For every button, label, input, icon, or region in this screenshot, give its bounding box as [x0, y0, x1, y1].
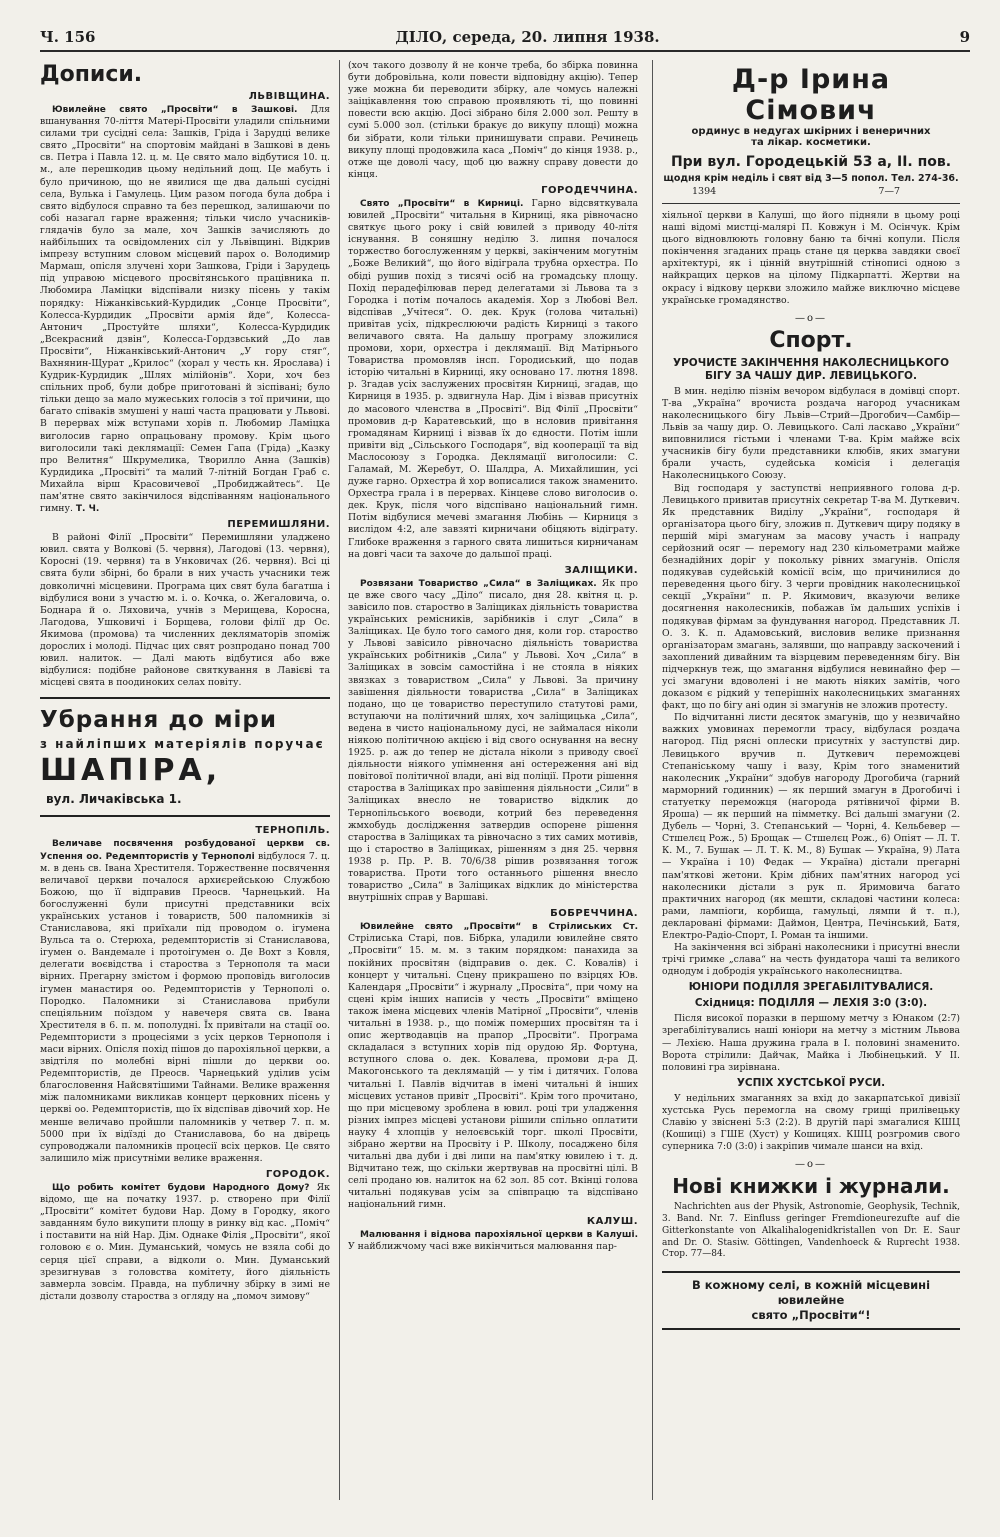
ad-headline: Убрання до міри [40, 707, 277, 734]
doctor-name: Д-р Ірина Сімович [731, 64, 891, 126]
doctor-address: При вул. Городецькій 53 а, II. пов. [670, 154, 952, 170]
section-divider: —о— [794, 312, 828, 324]
ad-codes [662, 186, 960, 197]
page-number: 9 [959, 28, 970, 46]
section-place: ГОРОДЕЧЧИНА. [541, 184, 638, 196]
book-listing: Nachrichten aus der Physik, Astronomie, Geophysik, Technik, 3. Band. Nr. 7. Einfluss geringer Fremdioneurezufte auf die Gitterkonstante von Alkalihalogenidkristallen von Dr. E. Saur and Dr. O. Stasiw. Göttingen, Vandenhoeck & Ruprecht 1938. Стор. 77—84. [662, 1202, 960, 1260]
appeal-line-1: В кожному селі, в кожній місцевині ювилейне [691, 1278, 931, 1308]
tailor-advertisement [40, 697, 330, 817]
article-paragraph: По відчитанні листи десяток змагунів, що у незвичайно важких умовинах перемогли трасу, відбулася роздача нагород. Під рясні оплески присутніх у заступстві дир. Левицького вручив п. Дуткевич переможцеві Степаніському чашу і вазу, Крім того знаменитий наколесник „України“ здобув нагороду Дрогобича (гарний марморний годинник) — як перший змагун в Дрогобичі і статуетку переможця (нагорода рятівничої фірми В. Яроша) — як перший на пімметку. Всі дальші змагуни (2. Дубель — Чорні, 3. Степанський — Чорні, 4. Кельбевер — Стшелєц Рож., 5) Брощак — Стшелєц Рож., 6) Опіят — Л. Т. К. М., 7. Бушак — Л. Т. К. М., 8) Бушак — Україна, 9) Лата — Україна і 10) Федак — Україна) дістали прегарні пам'яткові жетони. Крім дібних пам'ятних нагород усі наколесники дістали з рук п. Яримовича багато практичних нагород (як мешти, складові частини колеса: рами, лампіоги, корбища, гамульці, лямпи й т. п.), декларовані фірмами: Даймон, Центра, Печінський, Батя, Електро-Радіо-Спорт, І. Роман та іншими. [662, 712, 960, 941]
article-paragraph [348, 1229, 638, 1253]
article-paragraph [348, 921, 638, 1211]
article-paragraph: Після високої поразки в першому метчу з Юнаком (2:7) зрегабілітувались наші юніори на метчу з містним Львова — Лехією. Наша дружина грала в І. половині знаменито. Ворота стрілили: Дайчак, Майка і Любінецький. У II. половині гра зирівнана. [662, 1013, 960, 1073]
divider-line [662, 203, 960, 204]
article-paragraph [348, 578, 638, 905]
issue-number: Ч. 156 [40, 28, 96, 46]
sport-rubric: Спорт. [769, 327, 853, 353]
article-text: Гарно відсвяткувала ювилей „Просвіти“ читальня в Кирниці, яка рівночасно святкує цього року і свій ювилей з приводу 40-літя існування. В соняшну неділю 3. липня почалося торжество богослуженням у церкві, закінченим могутнім „Боже Великий“, що його відіграла трубна орхестра. По обіді рушив похід з тисячі осіб на громадську площу. Похід перадефілював перед делегатами зі Львова та з Городка і потім почалось академія. Хор з Любові Вел. відспівав „Учітеся“. О. дек. Крук (голова читальні) привітав усіх, підкреслюючи радість Кирниці з такого величавого свята. На дальшу програму зложилися промови, хори, орхестра і деклямації. Від Матірнього Товариства промовляв інсп. Городиський, що подав історію читальні в Кирниці, яку основано 17. лютня 1898. р. Згадав усіх заслужених просвітян Кирниці, згадав, що Кирниця в 1935. р. здвигнула Нар. Дім і візвав присутніх до масового членства в „Просвіті“. Від Філії „Просвіти“ промовив д-р Каратевський, що в нсловив привітання громадянам Кирниці і візвав їх до єдности. Потім ішли привіти від „Сільського Господаря“, від кооперації та від Маслосоюзу з Городка. Деклямації виголосили: С. Галамай, М. Жеребут, О. Шалдра, А. Михайлишин, усі дуже гарно. Орхестра й хор вописалися також знаменито. Орхестра грала і в перервах. Кінцеве слово виголосив о. дек. Крук, після чого відспівано національний гимн. Потім відбулися мечеві змагання Любінь — Кирниця з вислідом 4:2, але завзяті кирничани обіцяють відіграту. Глибоке враження з гарного свята лишиться кирничанам на довгі часи та захоче до дальшої праці. [348, 197, 638, 560]
section-place: БОБРЕЧЧИНА. [550, 908, 638, 920]
column-left [40, 60, 330, 1500]
section-place: ПЕРЕМИШЛЯНИ. [227, 519, 330, 531]
article-title: Розвязани Товариство „Сила“ в Заліщиках. [360, 578, 597, 589]
column-rule-right [652, 60, 653, 1500]
doctor-advertisement [662, 64, 960, 197]
sport-subheadline: УСПІХ ХУСТСЬКОЇ РУСИ. [736, 1076, 886, 1089]
appeal-box [662, 1271, 960, 1330]
column-right [662, 60, 960, 1500]
header-rule [40, 50, 970, 52]
section-place: ГОРОДОК. [265, 1168, 330, 1180]
doctor-specialty: ординус в недугах шкірних і венеричних [691, 126, 931, 137]
column-middle [348, 60, 638, 1500]
article-text: Як відомо, ще на початку 1937. р. створено при Філії „Просвіти“ комітет будови Нар. Дому в Городку, якого завданням було викупити площу в ринку від кас. „Поміч“ і поставити на ній Нар. Дім. Однаке Філія „Просвіти“, якої головою є о. Мин. Думанський, чомусь не взяла собі до серця цієї справи, а відколи о. Мин. Думанський зрезигнував з головства комітету, його діяльність завмерла зовсім. Правда, на публичну збірку в зимі не дістали дозволу староства з огляду на „помоч зимову“ [40, 1181, 330, 1302]
article-paragraph [40, 104, 330, 515]
article-signature: Т. Ч. [75, 504, 100, 515]
article-paragraph: У недільних змаганнях за вхід до закарпатської дивізії хустська Русь перемогла на свому грищі прилівецьку Славію у звіснені 5:3 (2:2). В другій парі змагалися КШЦ (Кошиці) з ГШЕ (Хуст) у Кошицях. КШЦ розгромив свого суперника 7:0 (3:0) і закріпив чимале шанси на вхід. [662, 1092, 960, 1153]
article-title: Величаве посвячення розбудованої церкви св. Успення оо. Редемптористів у Тернополі [40, 839, 330, 862]
ad-address: вул. Личаківська 1. [46, 792, 182, 807]
article-paragraph [40, 838, 330, 1165]
article-text: У найближчому часі вже викінчиться малювання пар- [348, 1240, 617, 1252]
article-text: Для вшанування 70-ліття Матері-Просвіти уладили спільними силами три сусідні села: Зашків, Гріда і Зарудці велике свято „Просвіти“ на спортовім майдані в Зашкові в день св. Петра і Павла 12. ц. м. Це свято мало відбутися 10. ц. м., але перешкодив цьому недільний дощ. Це мабуть і було причиною, що не явилися ще два дальші сусідні села, Вулька і Гамулець. Цим разом погода була добра і свято відбулося справно та без перешкод, залишаючи по собі назагал гарне враження; тільки число учасників-глядачів було за мале, хоч Зашків зачисляють до найбільших та освідомлених сіл у Львівщині. Відкрив імпрезу вступним словом місцевий парох о. Володимир Мармаш, опісля злучені хори Зашкова, Гріди і Зарудець під управою місцевого просвітянського працівника п. Любомира Ламіцки відспівали низку пісень у такім порядку: Ніжанківський-Курдидик „Сонце Просвіти“, Колесса-Курдидик „Просвіти армія йде“, Колесса-Антонич „Простуйте шляхи“, Колесса-Курдидик „Всекрасний дзвін“, Колесса-Гордзвський „До лав Просвіти“, Ніжанківський-Антонич „У гору стяг“, Вахнянин-Щурат „Крилос“ (хорал у честь кн. Ярослава) і Кудрик-Курдидик „Шлях мілійонів“. Хори, хоч без спільних проб, були добре приготовані й зіспівані; було тільки дещо за мало мужеських голосів з тої причини, що багато співаків змушені у наші часта працювати у Львові. В перервах між вступами хорів п. Любомир Ламіцка виголосив гарно опрацьовану промову. Крім цього виголосили такі деклямації: Семен Гапа (Гріда) „Казку про Велитня“ Шкрумелика, Творилло Анна (Зашків) Курдидика „Просвіті“ та малий 7-літній Богдан Граб с. Михайла вірш Красовичевої „Пробиджайтесь“. Це пам'ятне свято закінчилося відспіванням національного гимну. [40, 104, 330, 515]
article-title: Свято „Просвіти“ в Кирниці. [360, 198, 524, 209]
article-title: Ювилейне свято „Просвіти“ в Зашкові. [52, 105, 298, 115]
match-score: Східниця: ПОДІЛЛЯ — ЛЕХІЯ 3:0 (3:0). [694, 997, 928, 1010]
article-title: Що робить комітет будови Народного Дому? [52, 1182, 310, 1193]
ad-brand: ШАПІРА, [40, 753, 222, 789]
article-paragraph [348, 198, 638, 561]
section-place: КАЛУШ. [586, 1215, 638, 1227]
article-title: Ювилейне свято „Просвіти“ в Стрілиських Ст. [360, 922, 638, 933]
article-paragraph: В районі Філії „Просвіти“ Перемишляни уладжено ювил. свята у Волкові (5. червня), Лагодові (13. червня), Коросні (19. червня) та в Унковичах (26. червня). Всі ці свята були збірні, бо брали в них участь учасники теж довколичні місцевини. Програма цих свят була багатша і відбулися вони з участю м. і. о. Кочка, о. Жегаловича, о. Боднара й о. Ляховича, учнів з Мерищева, Коросна, Лагодова, Ушковичі і Борщева, голови філії др Ос. Якимова (промова) та численних декляматорів зпоміж дорослих і молоді. Підчас цих свят розпродано понад 700 ювил. налиток. — Далі мають відбутися або вже відбулися: подібне районове святкування в Лавієві та місцеві свята в поодиноких селах повіту. [40, 532, 330, 689]
article-text: відбулося 7. ц. м. в день св. Івана Хрестителя. Торжественне посвячення величавої церкви почалося архиєрейською Службою Божою, що її відправив Преосв. Чарнецький. На богослуженні були присутні представники всіх українських установ і товариств, 500 паломників зі Станиславова, які приїхали під проводом о. ігумена Вульса та о. Стерюха, редемптористів зі Станиславова, ігумен о. Вандемале і протоігумен о. Де Вохт з Ковля, делегати воєвідства і староства з Тернополя та маси вірних. Прегарну змістом і формою проповідь виголосив ігумен манастиря оо. Редемптористів у Тернополі о. Породко. Паломники зі Станиславова прибули спеціяльним поїздом у навечеря свята св. Івана Хрестителя в 6. п. м. пополудні. Їх привітали на стації оо. Редемптористи з процесіями з усіх церков Тернополя і маси вірних. Опісля похід пішов до парохіяльної церкви, а звідтіля по молебні вірні пішли до церкви оо. Редемптористів, де Преосв. Чарнецький уділив усім благословення Найсвятішими Тайнами. Велике враження між паломниками викликав концерт церковних пісень у церкві оо. Редемптористів, що їх відспівав дівочий хор. Не менше величаво пройшли паломників у четвер 7. п. м. 5000 при їх відїзді до Станиславова, бо на двірець супроводжали паломників процесії всіх церков. Це свято залишило між присутніми велике враження. [40, 850, 330, 1164]
article-paragraph: хіяльної церкви в Калуші, що його підняли в цьому році наші відомі мистці-малярі П. Ковжун і М. Осінчук. Крім цього відновлюють головну баню та бічні копули. Після покінчення згаданих праць стане ця церква завдяки своєї архітектурі, як і цінній внутрішній стінописі одною з найкращих церков на цілому Підкарпатті. Жертви на окрасу і відкову церкви зложило майже виключно місцеве українське громадянство. [662, 210, 960, 306]
page-header [40, 26, 970, 48]
section-place: ЛЬВІВЩИНА. [248, 91, 330, 102]
column-rule-left [339, 60, 340, 1500]
article-paragraph [40, 1182, 330, 1303]
article-paragraph: Від господаря у заступстві неприявного голова д-р. Левицького привитав присутніх секретар Т-ва М. Дуткевич. Як представник Виділу „України“, господаря й організатора цього бігу, зложив п. Дуткевич щиру подяку в першій мірі змагунам за масову участь і напраду серйозний осяг — перемогу над 230 кільометрами майже безнадійних доріг у покольку рівних змагунів. Опісля подякував судейській комісії всім, що причинилися до переведення цього бігу. З черги провідник наколесницької секції „України“ п. Р. Якимович, вказуючи велике досягнення наколесників, побажав їм дальших успіхів і подякував фірмам за фундування нагород. Представник Л. О. З. К. п. Адамовський, висловив велике признання організаторам змагань, залявши, що направду заскочений і захоплений дивайним та візрцевим переведенням бігу. Він підчеркнув теж, що змагання відбулися невинайно фер — усі змагуни вдоволені і не мають ніяких замітів, чого доказом є рідкий у теперішніх наколесницьких змаганнях факт, що по бігу ані один зі змагунів не зложив протесту. [662, 482, 960, 712]
article-text: Як про це вже свого часу „Діло“ писало, дня 28. квітня ц. р. завісило пов. староство в Заліщиках діяльність товариства українських ремісників, зарібників і слуг „Сила“ в Заліщиках. Це було того самого дня, коли гор. староство у Львові завісило рівночасно діяльність товариства українських робітників „Сила“ у Львові. Хоч „Сила“ в Заліщиках в зовсім самостійна і не стояла в ніяких звязках з товариством „Сила“ у Львові. За причину завішення діяльности товариства „Сила“ в Заліщиках подано, що це товариство переступило статутові рами, вступаючи на політичний шлях, хоч заліщицька „Сила“, ведена в чисто національному дусі, не займалася ніколи ніякою політичною акцією і від свого оснування на весну 1925. р. аж до тепер не дістала ніколи з приводу своєї діяльности ніякого упімнення ані остереження ані від повітової політичної влади, ані від поліції. Проти рішення староства в Заліщиках про завішення діяльности „Сили“ в Заліщиках внесло не товариство відклик до Тернопільського воєводи, котрий без переведення жмхобудь дослідження затвердив оспорене рішення староства в Заліщиках та рівночасно з тих самих мотивів, що і староство в Заліщиках, рішенням з дня 25. червня 1938 р. Пр. Р. В. 70/6/38 рішив розвязання тогож товариства. Проти того останнього рішення внесло товариство „Сила“ в Заліщиках відклик до міністерства внутрішніх справ у Варшаві. [348, 577, 638, 904]
article-text: Стрілиська Старі, пов. Бібрка, уладили ювилейне свято „Просвіти“ 15. м. м. з таким порядком: панахида за покійних просвітян (відправив о. дек. С. Ковалів) і концерт у читальні. Сцену прикрашено по взірцях Юв. Календаря „Просвіти“ і журналу „Просвіта“, при чому на сцені крім інших написів у честь „Просвіти“ вміщено також імена місцевих членів Матірної „Просвіти“, членів читальні в 1938. р., що поміж померших просвітян та і опис жертводавців на прапор „Просвіти“. Програма складалася з вступних хорів під орудою Яр. Фортуна, вступного слова о. дек. Ковалева, промови д-ра Д. Макогонського та деклямацій — у тім і дитячих. Голова читальні І. Павлів відчитав в імені читальні й інших місцевих установ привіт „Просвіті“. Крім того прочитано, що при місцевому зроблена в ювил. році три уладження різних імпрез місцеві установи рішили спільно оплатити науку 4 хлопців у нелоєвській торг. школі Просвіти, зібрано жертви на Просвіту і Р. Школу, посаджено біля читальні два дуби і дві липи на пам'ятку ювилею і т. д. Відчитано теж, що скільки жертвував на просвітні цілі. В селі продано юв. налиток на 62 зол. 85 сот. Вкінці голова читальні подякував усім за співпрацю та відспівано національний гимн. [348, 933, 638, 1211]
doctor-specialty-2: та лікар. косметики. [751, 137, 871, 148]
doctor-hours: щодня крім неділь і свят від 3—5 попол. Тел. 274-36. [663, 173, 959, 184]
ad-subline: з найліпших матеріялів поручає [40, 737, 325, 752]
article-paragraph: В мин. неділю пізнім вечором відбулася в домівці спорт. Т-ва „Україна“ врочиста роздача нагород учасникам наколесницького бігу Львів—Стрий—Дрогобич—Самбір—Львів за чашу дир. О. Левицького. Салі ласкаво „України“ виповнилися гістьми і членами Т-ва. Крім майже всіх учасників бігу були представники клюбів, яких змагуни брали участь, судейська комісія і делегація Наколесницького Союзу. [662, 385, 960, 482]
books-rubric: Нові книжки і журнали. [672, 1174, 950, 1199]
rubric-title: Дописи. [40, 62, 143, 87]
appeal-line-2: свято „Просвіти“! [751, 1308, 871, 1323]
sport-subheadline: ЮНІОРИ ПОДІЛЛЯ ЗРЕГАБІЛІТУВАЛИСЯ. [688, 981, 934, 994]
masthead: ДІЛО, середа, 20. липня 1938. [395, 28, 660, 46]
ad-code-left: 1394 [692, 186, 717, 197]
article-title: Малювання і віднова парохіяльної церкви в Калуші. [360, 1229, 638, 1240]
article-paragraph: (хоч такого дозволу й не конче треба, бо збірка повинна бути добровільна, коли повести відповідну акцію). Тепер уже можна би переводити збірку, але чомусь належні заіцікавлення тою справою проявляють ті, що повинні повести всю акцію. Досі зібрано біля 2.000 зол. Решту в сумі 5.000 зол. (стільки бракує до викупу площі) можна би зібрати, коли тільки принишувати справи. Речинець викупу площі продовжила каса „Поміч“ до кінця 1938. р., отже ще доволі часу, щоб цю важну справу довести до кінця. [348, 60, 638, 180]
article-paragraph: На закінчення всі зібрані наколесники і присутні внесли трічі гримке „слава“ на честь фундатора чаші та великого однодум і добродія українського наколесництва. [662, 942, 960, 978]
ad-code-right: 7—7 [878, 186, 900, 197]
section-divider: —о— [794, 1159, 828, 1171]
sport-headline: УРОЧИСТЕ ЗАКІНЧЕННЯ НАКОЛЕСНИЦЬКОГО БІГУ ЗА ЧАШУ ДИР. ЛЕВИЦЬКОГО. [673, 356, 949, 382]
section-place: ТЕРНОПІЛЬ. [255, 825, 330, 837]
section-place: ЗАЛІЩИКИ. [564, 564, 638, 576]
